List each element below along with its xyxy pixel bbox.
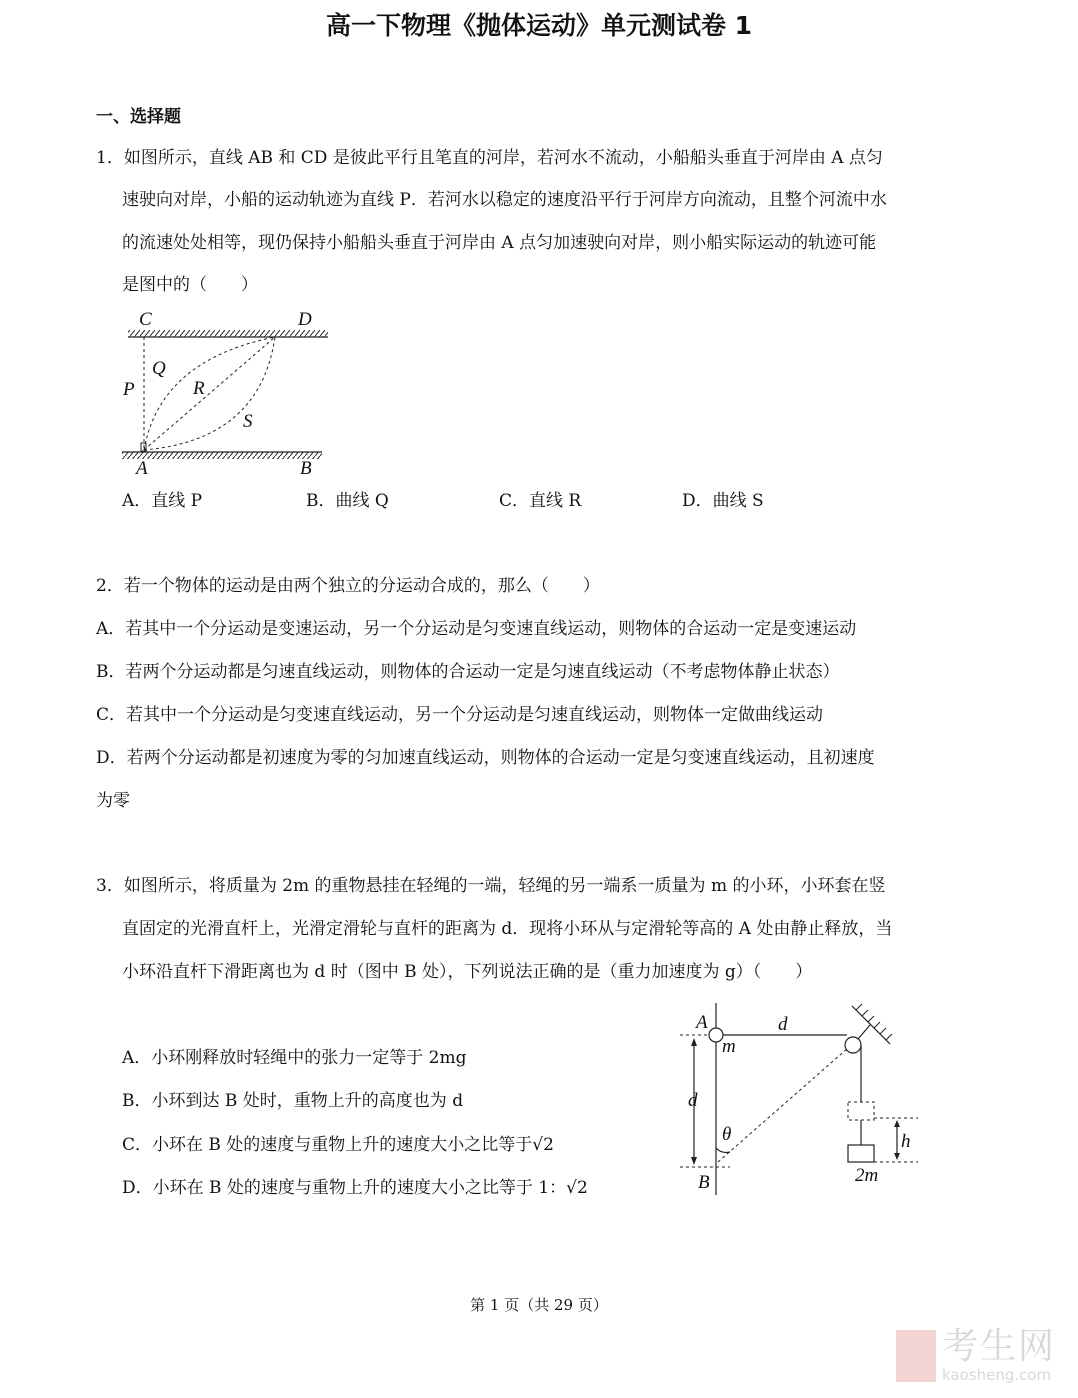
q2-option-d-cont: 为零 bbox=[96, 791, 130, 811]
label-p: P bbox=[123, 379, 135, 400]
pulley bbox=[845, 1037, 861, 1053]
q3-option-b: B．小环到达 B 处时，重物上升的高度也为 d bbox=[122, 1091, 464, 1111]
label-q: Q bbox=[152, 358, 166, 379]
ring bbox=[709, 1028, 723, 1042]
q1-option-c: C．直线 R bbox=[499, 491, 582, 511]
q1-line: 的流速处处相等，现仍保持小船船头垂直于河岸由 A 点匀加速驶向对岸，则小船实际运动的轨迹可能 bbox=[122, 233, 877, 253]
section-heading: 一、选择题 bbox=[96, 107, 181, 127]
river-diagram bbox=[110, 300, 340, 480]
label-c: C bbox=[139, 309, 152, 330]
label-h: h bbox=[901, 1131, 911, 1152]
hatch bbox=[128, 330, 328, 337]
q2-option-b: B．若两个分运动都是匀速直线运动，则物体的合运动一定是匀速直线运动（不考虑物体静止状态） bbox=[96, 662, 840, 682]
q2-option-c: C．若其中一个分运动是匀变速直线运动，另一个分运动是匀速直线运动，则物体一定做曲线运动 bbox=[96, 705, 824, 725]
q3-line: 小环沿直杆下滑距离也为 d 时（图中 B 处），下列说法正确的是（重力加速度为 g）（ ） bbox=[122, 962, 813, 982]
label-a: A bbox=[696, 1012, 708, 1033]
q1-line: 是图中的（ ） bbox=[122, 275, 258, 295]
label-s: S bbox=[243, 411, 253, 432]
rope-b bbox=[718, 1048, 848, 1162]
q3-option-a: A．小环刚释放时轻绳中的张力一定等于 2mg bbox=[122, 1048, 467, 1068]
q3-option-c: C．小环在 B 处的速度与重物上升的速度大小之比等于√2 bbox=[122, 1135, 554, 1155]
q2-option-d: D．若两个分运动都是初速度为零的匀加速直线运动，则物体的合运动一定是匀变速直线运动，且初速度 bbox=[96, 748, 875, 768]
label-2m: 2m bbox=[855, 1165, 879, 1186]
page-footer: 第 1 页（共 29 页） bbox=[470, 1296, 608, 1314]
pulley-diagram bbox=[670, 1000, 930, 1200]
label-d-top: d bbox=[778, 1014, 788, 1035]
label-theta: θ bbox=[722, 1124, 732, 1145]
q1-line: 速驶向对岸，小船的运动轨迹为直线 P．若河水以稳定的速度沿平行于河岸方向流动，且整个河流中水 bbox=[122, 190, 887, 210]
q2-option-a: A．若其中一个分运动是变速运动，另一个分运动是匀变速直线运动，则物体的合运动一定是变速运动 bbox=[96, 619, 857, 639]
label-b: B bbox=[300, 458, 312, 479]
label-a: A bbox=[136, 458, 148, 479]
q3-line: 3．如图所示，将质量为 2m 的重物悬挂在轻绳的一端，轻绳的另一端系一质量为 m 的小环，小环套在竖 bbox=[96, 876, 886, 896]
theta-arc bbox=[716, 1148, 730, 1153]
weight-initial bbox=[848, 1102, 874, 1120]
pulley-mount bbox=[858, 1025, 870, 1039]
q3-line: 直固定的光滑直杆上，光滑定滑轮与直杆的距离为 d．现将小环从与定滑轮等高的 A 处由静止释放，当 bbox=[122, 919, 893, 939]
label-d-left: d bbox=[688, 1090, 698, 1111]
label-m: m bbox=[722, 1036, 736, 1057]
q3-option-d: D．小环在 B 处的速度与重物上升的速度大小之比等于 1：√2 bbox=[122, 1178, 588, 1198]
hatch bbox=[122, 452, 322, 459]
q1-option-b: B．曲线 Q bbox=[306, 491, 389, 511]
watermark-cn: 考生网 bbox=[941, 1326, 1056, 1367]
q1-line: 1．如图所示，直线 AB 和 CD 是彼此平行且笔直的河岸，若河水不流动，小船船头垂直于河岸由 A 点匀 bbox=[96, 148, 883, 168]
logo-icon bbox=[896, 1330, 936, 1382]
weight-2m bbox=[848, 1145, 874, 1162]
label-b: B bbox=[698, 1172, 710, 1193]
watermark-en: kaosheng.com bbox=[941, 1366, 1052, 1384]
label-r: R bbox=[193, 378, 205, 399]
page-title: 高一下物理《抛体运动》单元测试卷 1 bbox=[325, 11, 753, 40]
label-d: D bbox=[298, 309, 312, 330]
q2-stem: 2．若一个物体的运动是由两个独立的分运动合成的，那么（ ） bbox=[96, 576, 600, 596]
q1-option-d: D．曲线 S bbox=[682, 491, 764, 511]
q1-option-a: A．直线 P bbox=[122, 491, 203, 511]
watermark-logo bbox=[896, 1328, 1056, 1384]
